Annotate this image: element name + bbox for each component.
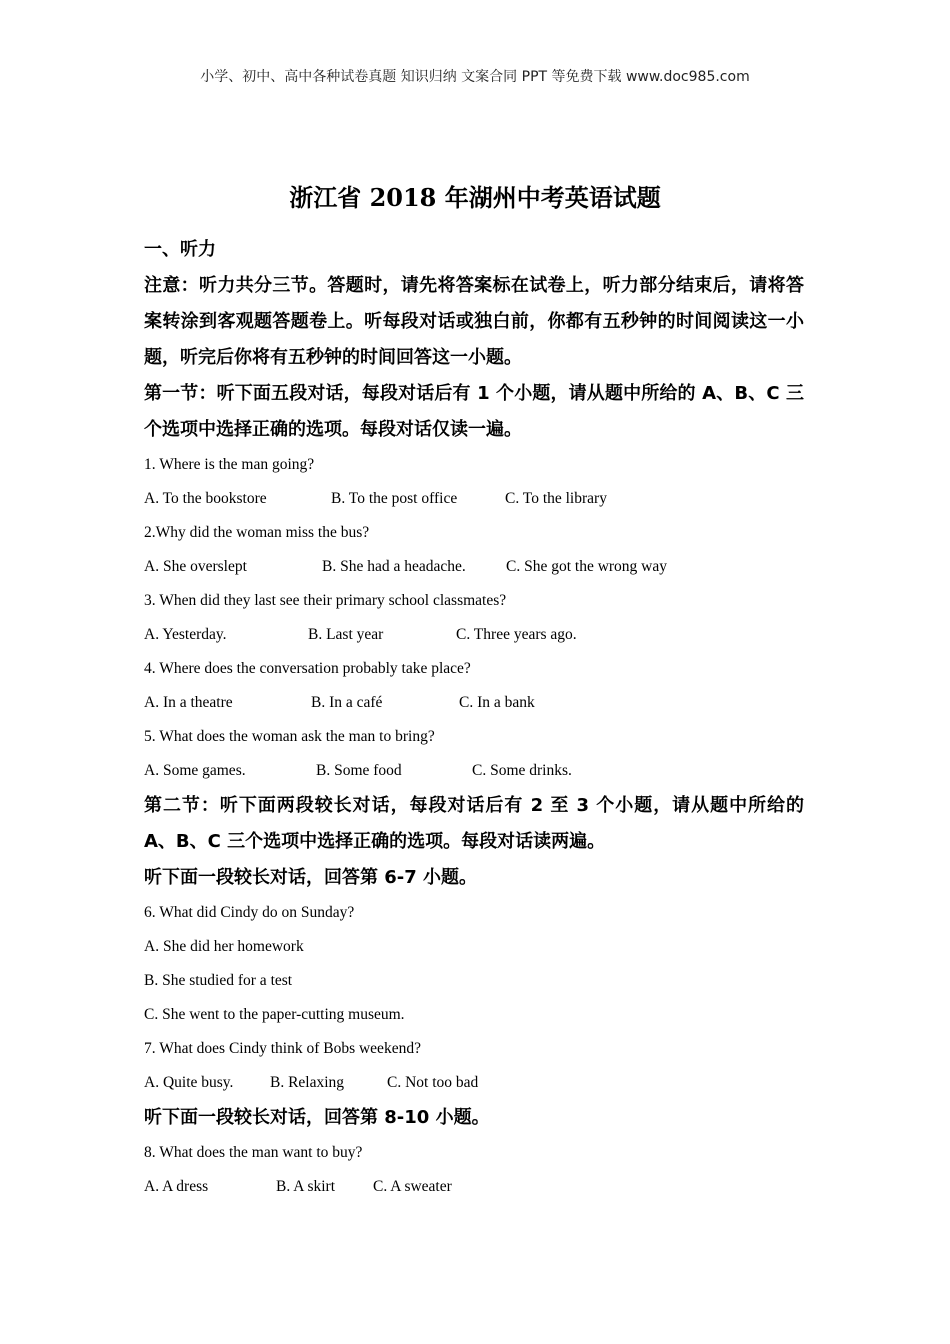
option-c: C. Some drinks. — [472, 762, 572, 779]
option-c: C. She went to the paper-cutting museum. — [144, 1006, 405, 1023]
option-b: B. She studied for a test — [144, 972, 293, 989]
question-6: 6. What did Cindy do on Sunday? — [144, 904, 355, 921]
question-7: 7. What does Cindy think of Bobs weekend? — [144, 1040, 421, 1057]
options-8 — [144, 1170, 804, 1204]
option-a: A. Yesterday. — [144, 626, 227, 643]
options-4 — [144, 686, 804, 720]
page-header: 小学、初中、高中各种试卷真题 知识归纳 文案合同 PPT 等免费下载 www.doc985.com — [200, 69, 750, 85]
dialog-heading-6-7: 听下面一段较长对话，回答第 6-7 小题。 — [144, 867, 478, 888]
option-b: B. A skirt — [276, 1178, 336, 1195]
option-a: A. Some games. — [144, 762, 246, 779]
part2-instructions: 第二节：听下面两段较长对话，每段对话后有 2 至 3 个小题，请从题中所给的 A、B、C 三个选项中选择正确的选项。每段对话读两遍。 — [144, 795, 804, 852]
dialog-heading-8-10: 听下面一段较长对话，回答第 8-10 小题。 — [144, 1107, 490, 1128]
question-5: 5. What does the woman ask the man to bring? — [144, 728, 435, 745]
question-2: 2.Why did the woman miss the bus? — [144, 524, 370, 541]
option-a: A. She did her homework — [144, 938, 304, 955]
option-c: C. In a bank — [459, 694, 535, 711]
option-b: B. To the post office — [331, 490, 458, 507]
section-heading: 一、听力 — [144, 239, 216, 260]
options-2 — [144, 550, 804, 584]
option-a: A. In a theatre — [144, 694, 233, 711]
notice-paragraph: 注意：听力共分三节。答题时，请先将答案标在试卷上，听力部分结束后，请将答案转涂到客观题答题卷上。听每段对话或独白前，你都有五秒钟的时间阅读这一小题，听完后你将有五秒钟的时间回答这一小题。 — [144, 275, 804, 368]
option-c: C. A sweater — [373, 1178, 452, 1195]
question-1: 1. Where is the man going? — [144, 456, 315, 473]
question-8: 8. What does the man want to buy? — [144, 1144, 363, 1161]
option-c: C. To the library — [505, 490, 607, 507]
exam-content — [144, 232, 804, 1204]
option-a: A. She overslept — [144, 558, 247, 575]
option-b: B. Last year — [308, 626, 384, 643]
options-3 — [144, 618, 804, 652]
options-7 — [144, 1066, 804, 1100]
option-a: A. Quite busy. — [144, 1074, 234, 1091]
option-a: A. A dress — [144, 1178, 209, 1195]
options-1 — [144, 482, 804, 516]
option-b: B. Relaxing — [270, 1074, 345, 1091]
option-b: B. In a café — [311, 694, 383, 711]
part1-instructions: 第一节：听下面五段对话，每段对话后有 1 个小题，请从题中所给的 A、B、C 三个选项中选择正确的选项。每段对话仅读一遍。 — [144, 383, 804, 440]
page-title: 浙江省 2018 年湖州中考英语试题 — [289, 183, 661, 212]
option-c: C. Not too bad — [387, 1074, 479, 1091]
question-3: 3. When did they last see their primary school classmates? — [144, 592, 507, 609]
question-4: 4. Where does the conversation probably take place? — [144, 660, 471, 677]
option-b: B. Some food — [316, 762, 402, 779]
options-5 — [144, 754, 804, 788]
option-c: C. She got the wrong way — [506, 558, 668, 575]
option-c: C. Three years ago. — [456, 626, 577, 643]
option-a: A. To the bookstore — [144, 490, 267, 507]
option-b: B. She had a headache. — [322, 558, 466, 575]
